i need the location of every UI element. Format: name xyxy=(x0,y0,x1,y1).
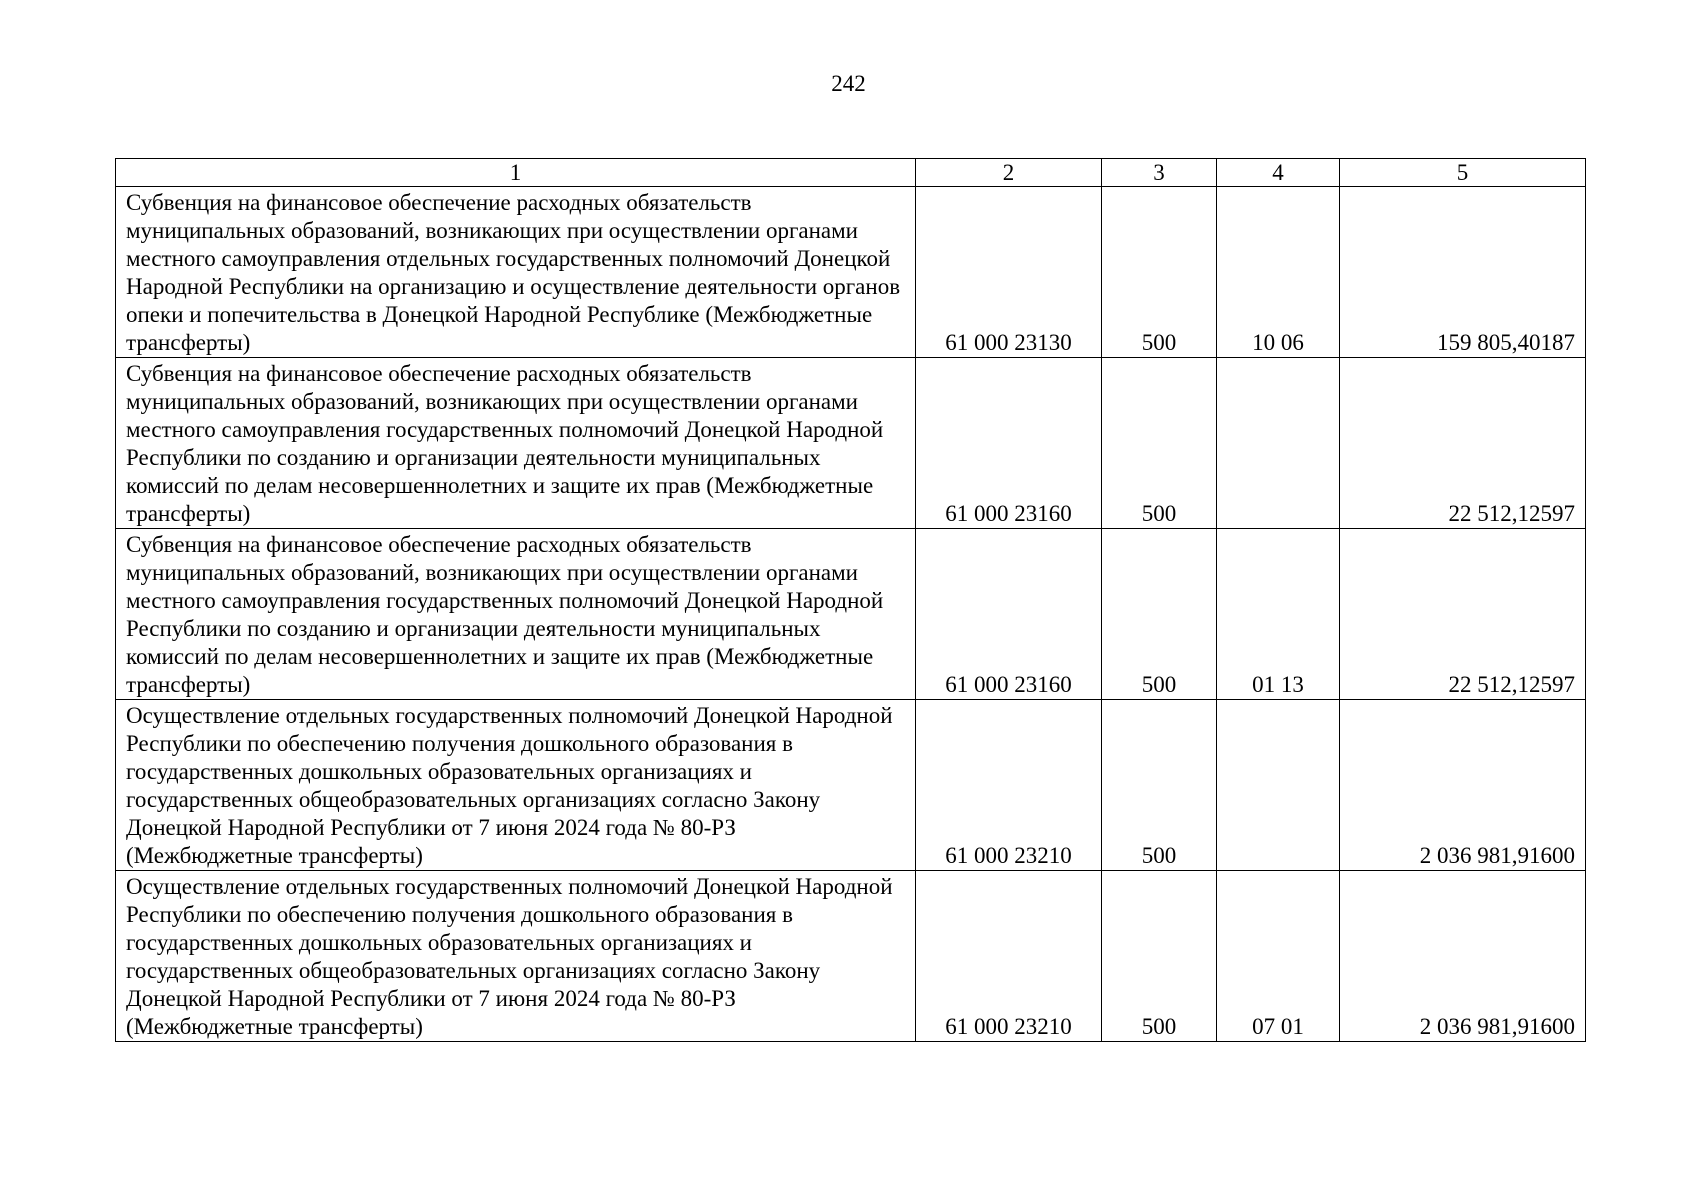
row-code: 61 000 23210 xyxy=(916,871,1102,1042)
budget-table xyxy=(115,158,1586,1042)
row-amount: 22 512,12597 xyxy=(1340,358,1586,529)
row-expense-type: 500 xyxy=(1102,187,1217,358)
header-row xyxy=(116,159,1586,187)
column-header-5: 5 xyxy=(1340,159,1586,187)
row-description: Осуществление отдельных государственных полномочий Донецкой Народной Республики по обеспечению получения дошкольного образования в государственных дошкольных образовательных организациях и государственных общеобразовательных организациях согласно Закону Донецкой Народной Республики от 7 июня 2024 года № 80-РЗ (Межбюджетные трансферты) xyxy=(116,871,916,1042)
row-code: 61 000 23160 xyxy=(916,529,1102,700)
table-row xyxy=(116,187,1586,358)
column-header-4: 4 xyxy=(1217,159,1340,187)
row-code: 61 000 23160 xyxy=(916,358,1102,529)
row-description: Субвенция на финансовое обеспечение расходных обязательств муниципальных образований, возникающих при осуществлении органами местного самоуправления государственных полномочий Донецкой Народной Республики по созданию и организации деятельности муниципальных комиссий по делам несовершеннолетних и защите их прав (Межбюджетные трансферты) xyxy=(116,529,916,700)
row-amount: 22 512,12597 xyxy=(1340,529,1586,700)
row-section: 01 13 xyxy=(1217,529,1340,700)
row-section: 07 01 xyxy=(1217,871,1340,1042)
table-row xyxy=(116,358,1586,529)
row-description: Осуществление отдельных государственных полномочий Донецкой Народной Республики по обеспечению получения дошкольного образования в государственных дошкольных образовательных организациях и государственных общеобразовательных организациях согласно Закону Донецкой Народной Республики от 7 июня 2024 года № 80-РЗ (Межбюджетные трансферты) xyxy=(116,700,916,871)
table-row xyxy=(116,700,1586,871)
table-row xyxy=(116,529,1586,700)
column-header-3: 3 xyxy=(1102,159,1217,187)
row-section: 10 06 xyxy=(1217,187,1340,358)
row-amount: 2 036 981,91600 xyxy=(1340,871,1586,1042)
row-section xyxy=(1217,358,1340,529)
row-section xyxy=(1217,700,1340,871)
page-number: 242 xyxy=(831,71,866,96)
row-expense-type: 500 xyxy=(1102,358,1217,529)
row-description: Субвенция на финансовое обеспечение расходных обязательств муниципальных образований, возникающих при осуществлении органами местного самоуправления государственных полномочий Донецкой Народной Республики по созданию и организации деятельности муниципальных комиссий по делам несовершеннолетних и защите их прав (Межбюджетные трансферты) xyxy=(116,358,916,529)
row-amount: 2 036 981,91600 xyxy=(1340,700,1586,871)
table-row xyxy=(116,871,1586,1042)
row-description: Субвенция на финансовое обеспечение расходных обязательств муниципальных образований, возникающих при осуществлении органами местного самоуправления отдельных государственных полномочий Донецкой Народной Республики на организацию и осуществление деятельности органов опеки и попечительства в Донецкой Народной Республике (Межбюджетные трансферты) xyxy=(116,187,916,358)
row-code: 61 000 23210 xyxy=(916,700,1102,871)
row-amount: 159 805,40187 xyxy=(1340,187,1586,358)
column-header-2: 2 xyxy=(916,159,1102,187)
row-expense-type: 500 xyxy=(1102,871,1217,1042)
row-expense-type: 500 xyxy=(1102,700,1217,871)
row-expense-type: 500 xyxy=(1102,529,1217,700)
row-code: 61 000 23130 xyxy=(916,187,1102,358)
column-header-1: 1 xyxy=(116,159,916,187)
